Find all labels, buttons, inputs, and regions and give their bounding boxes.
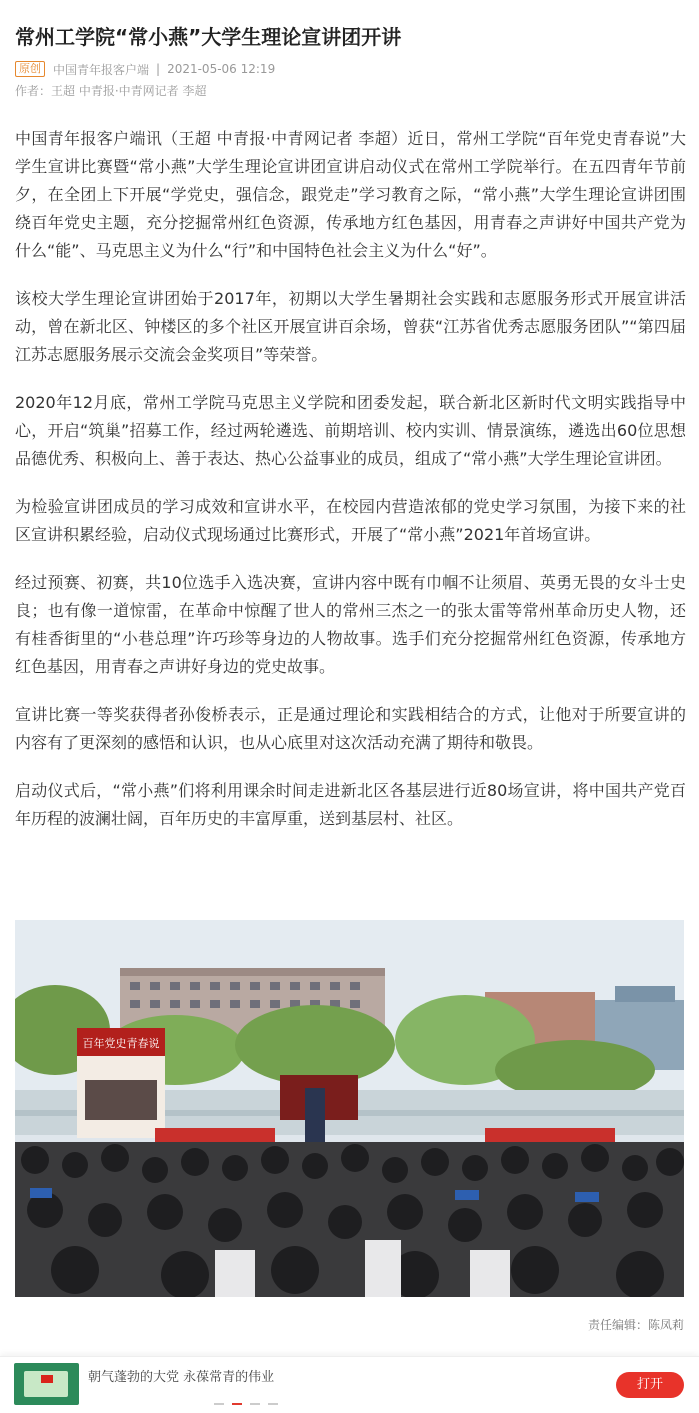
carousel-dot — [250, 1403, 260, 1405]
event-photo-illustration — [15, 920, 684, 1297]
author-line: 作者：王超 中青报·中青网记者 李超 — [15, 84, 207, 98]
carousel-dot — [268, 1403, 278, 1405]
paragraph: 2020年12月底，常州工学院马克思主义学院和团委发起，联合新北区新时代文明实践指导中心，开启“筑巢”招募工作，经过两轮遴选、前期培训、校内实训、情景演练，遴选出60位思想品德优秀、积极向上、善于表达、热心公益事业的成员，组成了“常小燕”大学生理论宣讲团。 — [15, 393, 686, 468]
promo-thumbnail[interactable] — [14, 1363, 79, 1405]
event-photo[interactable] — [15, 920, 684, 1297]
paragraph: 宣讲比赛一等奖获得者孙俊桥表示，正是通过理论和实践相结合的方式，让他对于所要宣讲的内容有了更深刻的感悟和认识，也从心底里对这次活动充满了期待和敬畏。 — [15, 705, 686, 752]
paragraph: 该校大学生理论宣讲团始于2017年，初期以大学生暑期社会实践和志愿服务形式开展宣讲活动，曾在新北区、钟楼区的多个社区开展宣讲百余场，曾获“江苏省优秀志愿服务团队”“第四届江苏志愿服务展示交流会金奖项目”等荣誉。 — [15, 289, 686, 364]
article-title: 常州工学院“常小燕”大学生理论宣讲团开讲 — [15, 25, 402, 49]
responsible-editor: 责任编辑：陈凤莉 — [587, 1318, 684, 1332]
carousel-dot-active — [232, 1403, 242, 1405]
carousel-indicator — [214, 1403, 278, 1405]
article-meta — [15, 60, 275, 78]
carousel-dot — [214, 1403, 224, 1405]
promo-title[interactable]: 朝气蓬勃的大党 永葆常青的伟业 — [88, 1370, 275, 1385]
app-promo-bar — [0, 1356, 699, 1413]
poster-banner-text: 百年党史青春说 — [82, 1038, 160, 1050]
source-label: 中国青年报客户端 — [53, 62, 150, 77]
paragraph: 中国青年报客户端讯（王超 中青报·中青网记者 李超）近日，常州工学院“百年党史青春说”大学生宣讲比赛暨“常小燕”大学生理论宣讲团宣讲启动仪式在常州工学院举行。在五四青年节前夕，在全团上下开展“学党史，强信念，跟党走”学习教育之际，“常小燕”大学生理论宣讲团围绕百年党史主题，充分挖掘常州红色资源，传承地方红色基因，用青春之声讲好中国共产党为什么“能”、马克思主义为什么“行”和中国特色社会主义为什么“好”。 — [15, 129, 686, 260]
flag-icon — [41, 1375, 53, 1383]
publish-datetime: 2021-05-06 12:19 — [167, 62, 276, 76]
open-app-button[interactable]: 打开 — [616, 1372, 684, 1398]
meta-separator: | — [156, 62, 161, 76]
article-body — [15, 125, 686, 853]
paragraph: 经过预赛、初赛，共10位选手入选决赛，宣讲内容中既有巾帼不让须眉、英勇无畏的女斗士史良；也有像一道惊雷，在革命中惊醒了世人的常州三杰之一的张太雷等常州革命历史人物，还有桂香街里的“小巷总理”许巧珍等身边的人物故事。选手们充分挖掘常州红色资源，传承地方红色基因，用青春之声讲好身边的党史故事。 — [15, 573, 686, 676]
paragraph: 为检验宣讲团成员的学习成效和宣讲水平，在校园内营造浓郁的党史学习氛围，为接下来的社区宣讲积累经验，启动仪式现场通过比赛形式，开展了“常小燕”2021年首场宣讲。 — [15, 497, 686, 544]
paragraph: 启动仪式后，“常小燕”们将利用课余时间走进新北区各基层进行近80场宣讲，将中国共产党百年历程的波澜壮阔，百年历史的丰富厚重，送到基层村、社区。 — [15, 781, 686, 828]
original-badge: 原创 — [15, 61, 45, 77]
